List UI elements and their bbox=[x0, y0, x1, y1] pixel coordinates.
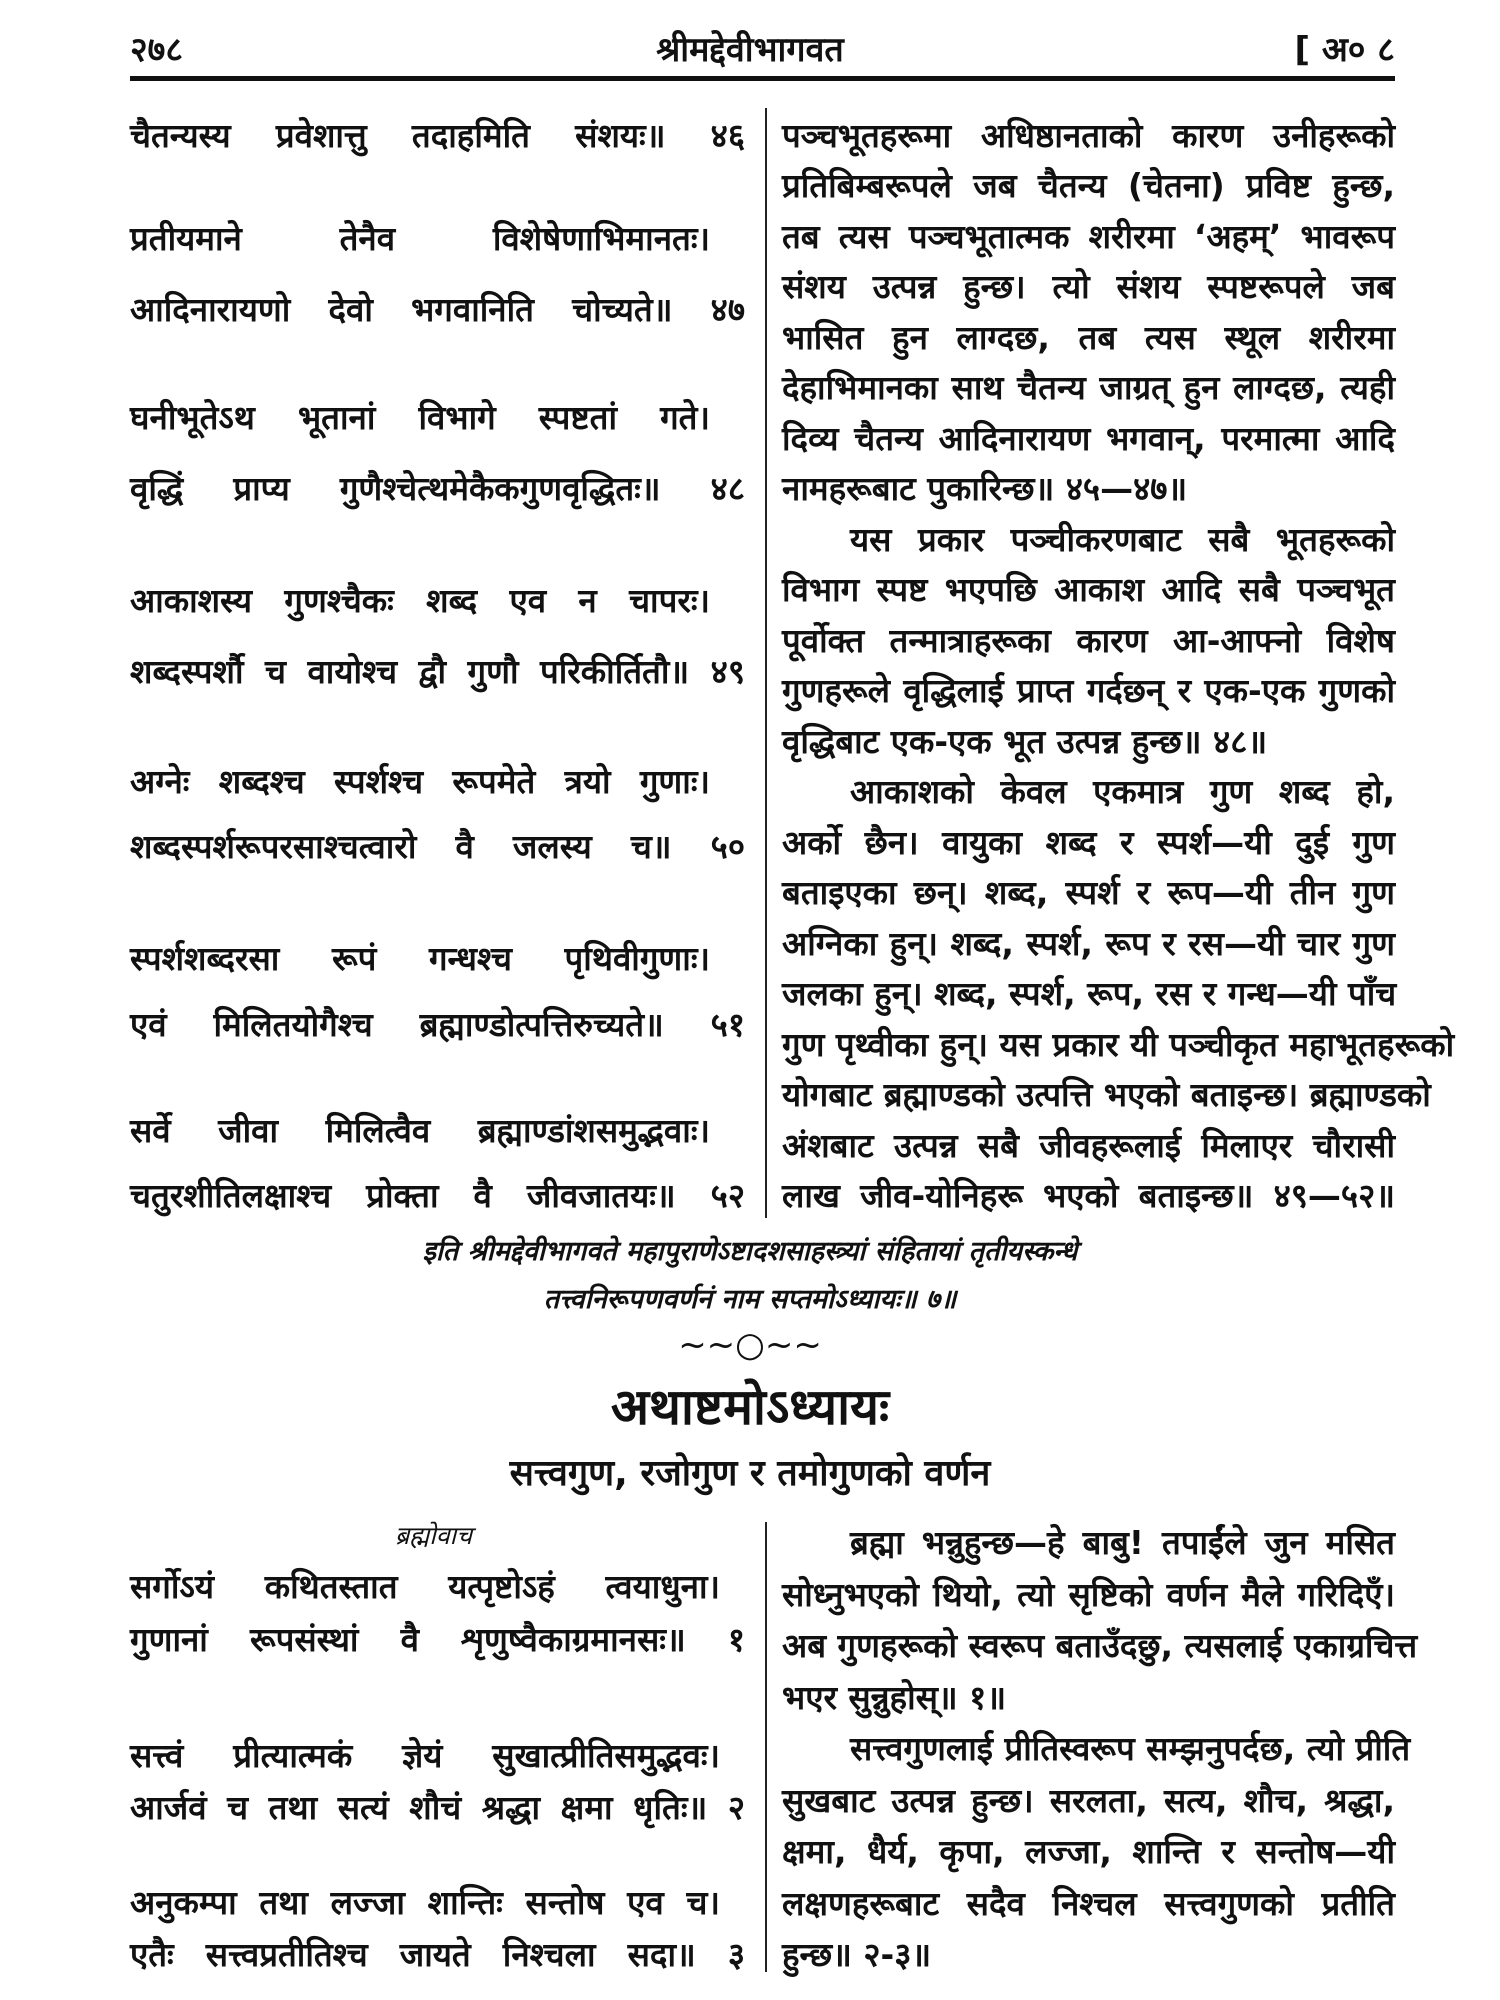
translation-line: क्षमा, धैर्य, कृपा, लज्जा, शान्ति र सन्तोष—यी bbox=[782, 1832, 1395, 1871]
translation-line: पूर्वोक्त तन्मात्राहरूका कारण आ-आफ्नो विशेष bbox=[782, 620, 1395, 660]
translation-line: यस प्रकार पञ्चीकरणबाट सबै भूतहरूको bbox=[850, 519, 1395, 559]
column-divider-top bbox=[765, 108, 767, 1218]
column-divider-bottom bbox=[765, 1522, 767, 1972]
translation-line: गुणहरूले वृद्धिलाई प्राप्त गर्दछन् र एक-एक गुणको bbox=[782, 671, 1395, 711]
translation-line: गुण पृथ्वीका हुन्। यस प्रकार यी पञ्चीकृत महाभूतहरूको bbox=[782, 1024, 1455, 1064]
translation-line: भासित हुन लाग्दछ, तब त्यस स्थूल शरीरमा bbox=[782, 317, 1395, 357]
verse-line: एतैः सत्त्वप्रतीतिश्च जायते निश्चला सदा॥ ३ bbox=[130, 1935, 745, 1974]
translation-line: बताइएका छन्। शब्द, स्पर्श र रूप—यी तीन गुण bbox=[782, 873, 1395, 913]
page-number: २७८ bbox=[130, 30, 184, 70]
translation-line: सत्त्वगुणलाई प्रीतिस्वरूप सम्झनुपर्दछ, त्यो प्रीति bbox=[850, 1729, 1411, 1768]
translation-line: अग्निका हुन्। शब्द, स्पर्श, रूप र रस—यी चार गुण bbox=[782, 923, 1395, 963]
verse-line: शब्दस्पर्शरूपरसाश्चत्वारो वै जलस्य च॥ ५० bbox=[130, 827, 745, 866]
colophon-line-1: इति श्रीमद्देवीभागवते महापुराणेऽष्टादशसाहस्त्र्यां संहितायां तृतीयस्कन्धे bbox=[422, 1236, 1078, 1267]
verse-line: एवं मिलितयोगैश्च ब्रह्माण्डोत्पत्तिरुच्यते॥ ५१ bbox=[130, 1005, 745, 1044]
translation-line: हुन्छ॥ २-३॥ bbox=[782, 1935, 932, 1974]
verse-line: आकाशस्य गुणश्चैकः शब्द एव न चापरः। bbox=[130, 581, 710, 620]
translation-line: तब त्यस पञ्चभूतात्मक शरीरमा ‘अहम्’ भावरूप bbox=[782, 216, 1395, 256]
translation-line: सुखबाट उत्पन्न हुन्छ। सरलता, सत्य, शौच, श्रद्धा, bbox=[782, 1780, 1395, 1820]
translation-line: पञ्चभूतहरूमा अधिष्ठानताको कारण उनीहरूको bbox=[782, 116, 1395, 155]
verse-line: शब्दस्पर्शौ च वायोश्च द्वौ गुणौ परिकीर्तितौ॥ ४९ bbox=[130, 652, 745, 691]
chapter-subtitle: सत्त्वगुण, रजोगुण र तमोगुणको वर्णन bbox=[509, 1453, 991, 1494]
verse-line: गुणानां रूपसंस्थां वै शृणुष्वैकाग्रमानसः॥ १ bbox=[130, 1620, 745, 1659]
translation-line: वृद्धिबाट एक-एक भूत उत्पन्न हुन्छ॥ ४८॥ bbox=[782, 721, 1268, 761]
verse-line: अनुकम्पा तथा लज्जा शान्तिः सन्तोष एव च। bbox=[130, 1883, 720, 1922]
header-rule bbox=[130, 76, 1395, 81]
translation-line: दिव्य चैतन्य आदिनारायण भगवान्, परमात्मा आदि bbox=[782, 418, 1395, 458]
translation-line: देहाभिमानका साथ चैतन्य जाग्रत् हुन लाग्दछ, त्यही bbox=[782, 368, 1395, 408]
verse-line: चतुरशीतिलक्षाश्च प्रोक्ता वै जीवजातयः॥ ५२ bbox=[130, 1176, 745, 1215]
translation-line: नामहरूबाट पुकारिन्छ॥ ४५—४७॥ bbox=[782, 469, 1188, 509]
translation-line: संशय उत्पन्न हुन्छ। त्यो संशय स्पष्टरूपले जब bbox=[782, 267, 1395, 307]
verse-line: सत्त्वं प्रीत्यात्मकं ज्ञेयं सुखात्प्रीतिसमुद्भवः। bbox=[130, 1736, 720, 1775]
ornament-divider: ~~○~~ bbox=[678, 1325, 822, 1365]
colophon-line-2: तत्त्वनिरूपणवर्णनं नाम सप्तमोऽध्यायः॥ ७॥ bbox=[543, 1284, 957, 1315]
translation-line: अर्को छैन। वायुका शब्द र स्पर्श—यी दुई गुण bbox=[782, 822, 1395, 862]
running-title: श्रीमद्देवीभागवत bbox=[656, 30, 844, 70]
translation-line: प्रतिबिम्बरूपले जब चैतन्य (चेतना) प्रविष्ट हुन्छ, bbox=[782, 166, 1395, 206]
verse-line: वृद्धिं प्राप्य गुणैश्चेत्थमेकैकगुणवृद्धितः॥ ४८ bbox=[130, 469, 745, 508]
translation-line: आकाशको केवल एकमात्र गुण शब्द हो, bbox=[850, 772, 1395, 812]
chapter-reference: [ अ० ८ bbox=[1294, 30, 1395, 70]
verse-line: चैतन्यस्य प्रवेशात्तु तदाहमिति संशयः॥ ४६ bbox=[130, 116, 745, 155]
translation-line: अब गुणहरूको स्वरूप बताउँदछु, त्यसलाई एकाग्रचित्त bbox=[782, 1626, 1418, 1665]
verse-line: स्पर्शशब्दरसा रूपं गन्धश्च पृथिवीगुणाः। bbox=[130, 939, 710, 978]
translation-line: ब्रह्मा भन्नुहुन्छ—हे बाबु! तपाईंले जुन मसित bbox=[850, 1523, 1395, 1562]
verse-line: सर्गोऽयं कथितस्तात यत्पृष्टोऽहं त्वयाधुना। bbox=[130, 1567, 720, 1606]
translation-line: भएर सुन्नुहोस्॥ १॥ bbox=[782, 1677, 1007, 1717]
translation-line: योगबाट ब्रह्माण्डको उत्पत्ति भएको बताइन्छ। ब्रह्माण्डको bbox=[782, 1075, 1431, 1115]
translation-line: अंशबाट उत्पन्न सबै जीवहरूलाई मिलाएर चौरासी bbox=[782, 1125, 1395, 1165]
translation-line: लाख जीव-योनिहरू भएको बताइन्छ॥ ४९—५२॥ bbox=[782, 1176, 1395, 1215]
chapter-title: अथाष्टमोऽध्यायः bbox=[610, 1378, 890, 1436]
verse-line: अग्नेः शब्दश्च स्पर्शश्च रूपमेते त्रयो गुणाः। bbox=[130, 762, 710, 801]
translation-line: जलका हुन्। शब्द, स्पर्श, रूप, रस र गन्ध—यी पाँच bbox=[782, 974, 1397, 1014]
verse-line: सर्वे जीवा मिलित्वैव ब्रह्माण्डांशसमुद्भवाः। bbox=[130, 1111, 710, 1150]
translation-line: लक्षणहरूबाट सदैव निश्चल सत्त्वगुणको प्रतीति bbox=[782, 1883, 1395, 1923]
verse-line: प्रतीयमाने तेनैव विशेषेणाभिमानतः। bbox=[130, 219, 710, 258]
translation-line: विभाग स्पष्ट भएपछि आकाश आदि सबै पञ्चभूत bbox=[782, 570, 1395, 610]
speaker-label: ब्रह्मोवाच bbox=[395, 1521, 473, 1550]
translation-line: सोध्नुभएको थियो, त्यो सृष्टिको वर्णन मैले गरिदिएँ। bbox=[782, 1574, 1395, 1614]
verse-line: आर्जवं च तथा सत्यं शौचं श्रद्धा क्षमा धृतिः॥ २ bbox=[130, 1788, 745, 1827]
verse-line: आदिनारायणो देवो भगवानिति चोच्यते॥ ४७ bbox=[130, 290, 745, 329]
verse-line: घनीभूतेऽथ भूतानां विभागे स्पष्टतां गते। bbox=[130, 398, 710, 437]
